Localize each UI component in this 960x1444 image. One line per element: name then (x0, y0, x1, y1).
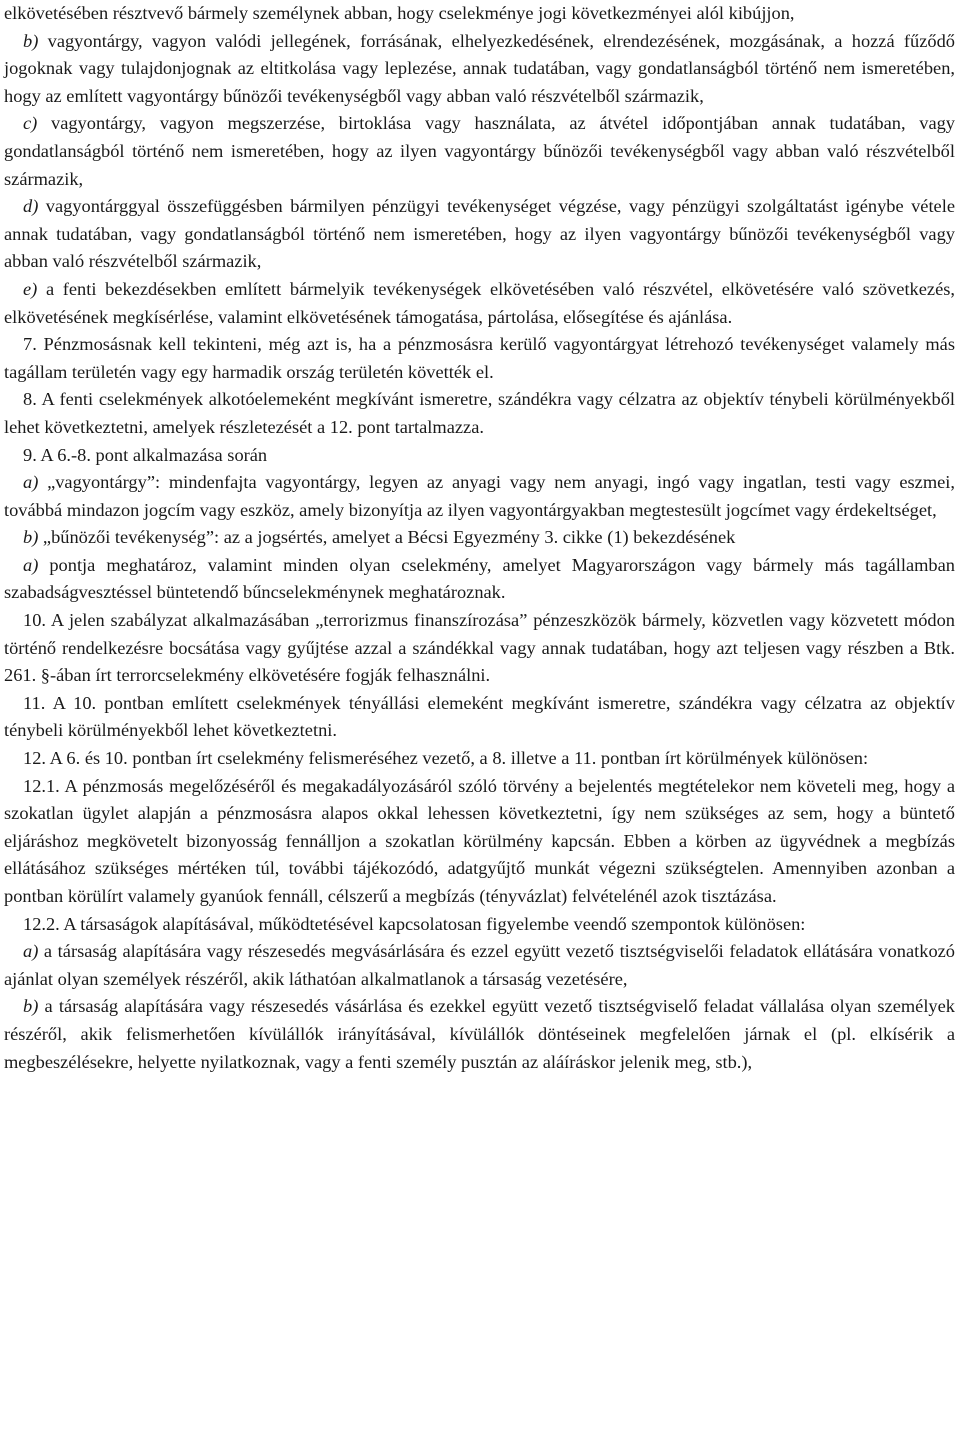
paragraph-text: „vagyontárgy”: mindenfajta vagyontárgy, legyen az anyagi vagy nem anyagi, ingó vagy ingatlan, testi vagy eszmei, továbbá mindazon jogcím vagy eszköz, amely bizonyítja az ilyen vagyontárgyakban megtestesült jogcímet vagy érdekeltséget, (4, 472, 955, 520)
paragraph-11 (4, 690, 955, 745)
paragraph-text: 11. A 10. pontban említett cselekmények tényállási elemeként megkívánt ismeretre, szándékra vagy célzatra az objektív ténybeli körülményekből lehet következtetni. (4, 692, 955, 741)
paragraph-text: 7. Pénzmosásnak kell tekinteni, még azt is, ha a pénzmosásra kerülő vagyontárgyat létrehozó tevékenységet valamely más tagállam területén vagy egy harmadik ország területén követték el. (4, 334, 955, 382)
paragraph-12-2b (4, 993, 955, 1076)
paragraph-12-2 (4, 911, 955, 939)
paragraph-text: a társaság alapítására vagy részesedés vásárlása és ezekkel együtt vezető tisztségviselő feladat vállalása olyan személyek részéről, akik felismerhetően kívülállók irányításával, kívülállók döntéseinek megfelelően járnak el (pl. elkísérik a megbeszélésekre, helyette nyilatkoznak, vagy a fenti személy pusztán az aláíráskor jelenik meg, stb.), (4, 996, 955, 1072)
paragraph-10 (4, 607, 955, 690)
paragraph-12-2a (4, 938, 955, 993)
paragraph-text: a társaság alapítására vagy részesedés megvásárlására és ezzel együtt vezető tisztségviselői feladatok ellátására vonatkozó ajánlat olyan személyek részéről, akik láthatóan alkalmatlanok a társaság vezetésére, (4, 941, 955, 989)
paragraph-c (4, 110, 955, 193)
item-label: a) (23, 472, 39, 493)
item-label: a) (23, 941, 39, 962)
paragraph-text: vagyontárggyal összefüggésben bármilyen pénzügyi tevékenységet végzése, vagy pénzügyi szolgáltatást igénybe vétele annak tudatában, vagy gondatlanságból történő nem ismeretében, hogy az ilyen vagyontárgy bűnözői tevékenységből vagy abban való részvételből származik, (4, 196, 955, 272)
paragraph-b (4, 28, 955, 111)
paragraph-9b-cont (4, 552, 955, 607)
paragraph-text: elkövetésében résztvevő bármely személynek abban, hogy cselekménye jogi következményei alól kibújjon, (4, 3, 795, 23)
paragraph-text: a fenti bekezdésekben említett bármelyik tevékenységek elkövetésében való részvétel, elkövetésére való szövetkezés, elkövetésének megkísérlése, valamint elkövetésének támogatása, pártolása, elősegítése és ajánlása. (4, 278, 955, 327)
paragraph-9b (4, 524, 955, 552)
paragraph-text: 9. A 6.-8. pont alkalmazása során (23, 444, 268, 465)
paragraph-text: 10. A jelen szabályzat alkalmazásában „terrorizmus finanszírozása” pénzeszközök bármely, közvetlen vagy közvetett módon történő rendelkezésre bocsátása vagy gyűjtése azzal a szándékkal vagy annak tudatában, hogy azt teljesen vagy részben a Btk. 261. §-ában írt terrorcselekmény elkövetésére fogják felhasználni. (4, 610, 955, 686)
paragraph-text: vagyontárgy, vagyon valódi jellegének, forrásának, elhelyezkedésének, elrendezésének, mozgásának, a hozzá fűződő jogoknak vagy tulajdonjognak az eltitkolása vagy leplezése, annak tudatában, vagy gondatlanságból történő nem ismeretében, hogy az említett vagyontárgy bűnözői tevékenységből vagy abban való részvételből származik, (4, 30, 955, 106)
item-label: e) (23, 278, 38, 299)
paragraph-9 (4, 442, 955, 470)
paragraph-12-1 (4, 773, 955, 911)
paragraph-text: 8. A fenti cselekmények alkotóelemeként megkívánt ismeretre, szándékra vagy célzatra az objektív ténybeli körülményekből lehet következtetni, amelyek részletezését a 12. pont tartalmazza. (4, 389, 955, 437)
paragraph-7 (4, 331, 955, 386)
item-label: c) (23, 113, 38, 134)
paragraph-text: 12.1. A pénzmosás megelőzéséről és megakadályozásáról szóló törvény a bejelentés megtételekor nem követeli meg, hogy a szokatlan ügylet alapján a pénzmosásra alapos okkal lehessen következtetni, így nem szükséges az sem, hogy a büntető eljáráshoz megkövetelt bizonyosság fennálljon a szokatlan körülmény kapcsán. Ebben a körben az ügyvédnek a megbízás ellátásához szükséges mértéken túl, további tájékozódó, adatgyűjtő munkát végezni szükségtelen. Amennyiben azonban a pontban körülírt valamely gyanúok fennáll, célszerű a megbízás (tényvázlat) felvételénél azok tisztázása. (4, 775, 955, 906)
paragraph-text: „bűnözői tevékenység”: az a jogsértés, amelyet a Bécsi Egyezmény 3. cikke (1) bekezdésének (38, 527, 736, 548)
paragraph-text: 12. A 6. és 10. pontban írt cselekmény felismeréséhez vezető, a 8. illetve a 11. pontban írt körülmények különösen: (23, 748, 869, 769)
paragraph-e (4, 276, 955, 331)
paragraph-text: 12.2. A társaságok alapításával, működtetésével kapcsolatosan figyelembe veendő szempontok különösen: (23, 913, 806, 934)
paragraph-d (4, 193, 955, 276)
paragraph-text: pontja meghatároz, valamint minden olyan cselekmény, amelyet Magyarországon vagy bármely más tagállamban szabadságvesztéssel büntetendő bűncselekménynek meghatároznak. (4, 554, 955, 603)
item-label: b) (23, 996, 39, 1017)
paragraph-12 (4, 745, 955, 773)
item-label: a) (23, 554, 39, 575)
paragraph-9a (4, 469, 955, 524)
paragraph-8 (4, 386, 955, 441)
paragraph-text: vagyontárgy, vagyon megszerzése, birtoklása vagy használata, az átvétel időpontjában annak tudatában, vagy gondatlanságból történő nem ismeretében, hogy az ilyen vagyontárgy bűnözői tevékenységből vagy abban való részvételből származik, (4, 113, 955, 189)
item-label: b) (23, 527, 39, 548)
item-label: b) (23, 30, 39, 51)
paragraph-p01 (4, 0, 955, 28)
item-label: d) (23, 196, 39, 217)
